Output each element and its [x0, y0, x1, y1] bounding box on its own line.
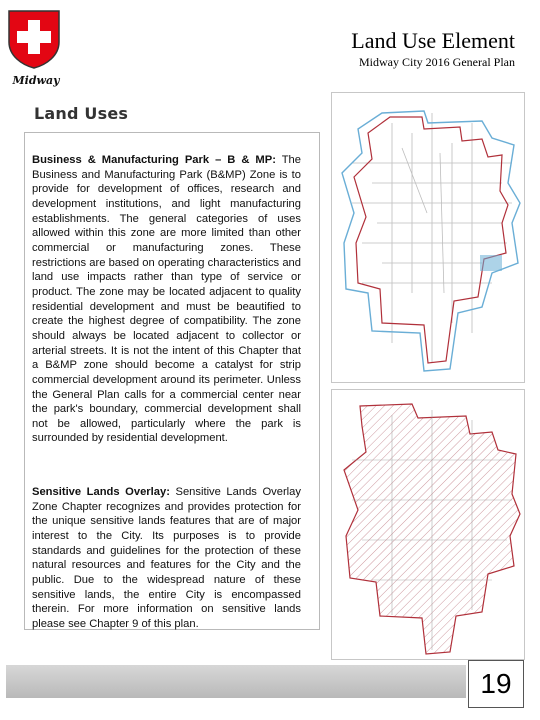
document-subtitle: Midway City 2016 General Plan: [359, 55, 515, 69]
zoning-boundary-map-graphic: [332, 93, 526, 384]
page-number-box: [468, 660, 524, 708]
paragraph-business-manufacturing-park: [32, 153, 301, 446]
paragraph-term: Business & Manufacturing Park – B & MP:: [32, 154, 276, 166]
section-heading: Land Uses: [34, 104, 129, 123]
paragraph-body: The Business and Manufacturing Park (B&MP) Zone is to provide for development of offices, research and development institutions, and light manufacturing establishments. The general categories of uses allowed within this zone are more limited than other commercial or manufacturing zones. These restrictions are based on operating characteristics and land use impacts rather than type of service or product. The zone may be located adjacent to quality residential development and must be beautified to create the highest degree of compatibility. The zone should always be located adjacent to collector or arterial streets. It is not the intent of this Chapter that a B&MP zone should become a catalyst for strip commercial development around its perimeter. Unless the General Plan calls for a commercial center near the park's boundary, commercial development shall not be allowed, particularly where the park is surrounded by residential development.: [32, 154, 301, 445]
zoning-boundary-map: [331, 92, 525, 383]
logo-wordmark: Midway: [12, 74, 60, 87]
page-number: 19: [480, 668, 512, 699]
paragraph-body: Sensitive Lands Overlay Zone Chapter recognizes and provides protection for the unique sensitive lands features that are of major interest to the City. Its purposes is to provide standards and guidelines for the protection of these natural resources and features for the City and the public. Due to the widespread nature of these sensitive lands, the entire City is encompassed therein. For more information on sensitive lands please see Chapter 9 of this plan.: [32, 486, 301, 630]
footer-bar: [6, 665, 466, 698]
swiss-cross-shield-icon: [6, 8, 62, 70]
sensitive-lands-overlay-map-graphic: [332, 390, 526, 661]
sensitive-lands-overlay-map: [331, 389, 525, 660]
paragraph-term: Sensitive Lands Overlay:: [32, 486, 170, 498]
document-title: Land Use Element: [351, 28, 515, 53]
paragraph-sensitive-lands-overlay: [32, 485, 301, 632]
